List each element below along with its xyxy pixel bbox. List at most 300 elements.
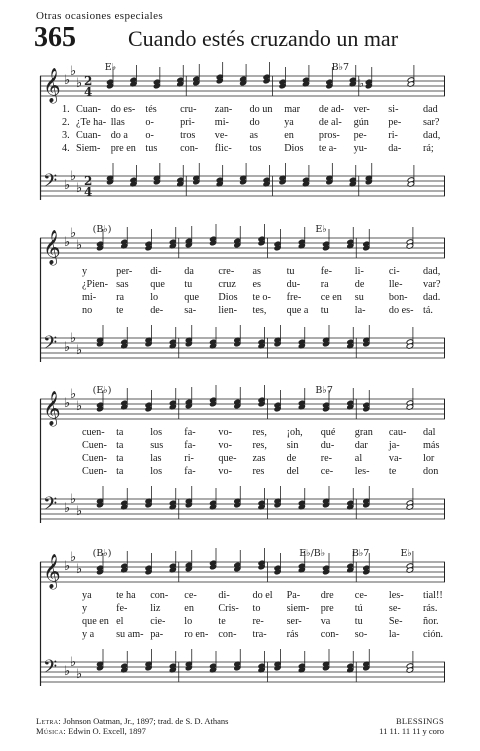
note-chord	[185, 486, 193, 508]
key-flat-icon: ♭	[64, 396, 71, 411]
verse-number: 1.	[62, 104, 70, 115]
note-chord	[239, 64, 247, 86]
chord-symbol: B♭7	[351, 548, 370, 559]
lyric-syllable: Siem-	[76, 143, 101, 154]
note-chord	[274, 325, 282, 347]
lyric-syllable: cru-	[180, 104, 197, 115]
svg-text:4: 4	[84, 185, 93, 199]
lyric-syllable: rá;	[423, 143, 434, 154]
lyric-line-verse-3	[40, 453, 445, 466]
lyric-line-verse-1	[40, 266, 445, 279]
lyric-syllable: fre-	[286, 292, 302, 303]
key-flat-icon: ♭	[76, 667, 83, 682]
note-chord	[279, 67, 287, 89]
bass-staff	[40, 649, 445, 682]
note-chord	[185, 387, 193, 409]
note-chord	[153, 67, 161, 89]
lyric-syllable: mi-	[214, 117, 229, 128]
note-chord	[145, 325, 153, 347]
lyric-syllable: cau-	[388, 427, 407, 438]
lyric-syllable: ro en-	[184, 629, 209, 640]
note-chord	[96, 486, 104, 508]
lyric-syllable: Pa-	[286, 590, 301, 601]
lyric-line-verse-1	[40, 590, 445, 603]
note-chord	[145, 553, 153, 575]
lyric-syllable: per-	[116, 266, 133, 277]
lyric-syllable: fa-	[184, 440, 196, 451]
key-flat-icon: ♭	[76, 76, 83, 91]
lyric-syllable: es	[252, 279, 261, 290]
treble-clef-icon: 𝄞	[43, 391, 61, 426]
note-chord	[209, 548, 217, 570]
lyric-syllable: tus	[145, 143, 158, 154]
lyric-syllable: tu	[184, 279, 193, 290]
key-flat-icon: ♭	[76, 181, 83, 196]
lyric-syllable: va	[320, 616, 331, 627]
lyric-syllable: más	[423, 440, 440, 451]
lyric-syllable: cruz	[218, 279, 236, 290]
lyric-syllable: rás	[286, 629, 299, 640]
lyric-syllable: do el	[252, 590, 273, 601]
lyric-syllable: Cuan-	[76, 104, 101, 115]
lyric-syllable: tos	[249, 143, 262, 154]
lyric-syllable: Dios	[218, 292, 238, 303]
lyric-syllable: ya	[284, 117, 294, 128]
note-chord	[239, 163, 247, 185]
lyric-syllable: con-	[218, 629, 237, 640]
lyric-syllable: su am-	[116, 629, 144, 640]
note-chord	[192, 163, 200, 185]
lyric-syllable: tú	[354, 603, 363, 614]
treble-staff	[40, 62, 445, 104]
lyric-syllable: te	[116, 305, 124, 316]
lyric-syllable: ¿Pien-	[82, 279, 109, 290]
lyric-syllable: sus	[150, 440, 164, 451]
lyric-syllable: o-	[145, 130, 154, 141]
lyric-syllable: so-	[354, 629, 368, 640]
note-chord	[233, 550, 241, 572]
lyric-syllable: lle-	[388, 279, 403, 290]
lyric-syllable: rás.	[423, 603, 438, 614]
lyric-syllable: de al-	[318, 117, 342, 128]
lyric-line-verse-3	[40, 616, 445, 629]
lyric-syllable: bon-	[388, 292, 408, 303]
key-flat-icon: ♭	[64, 340, 71, 355]
bass-staff	[40, 325, 445, 358]
lyric-syllable: que	[184, 292, 200, 303]
lyric-syllable: te	[388, 466, 397, 477]
chord-symbol: E♭	[104, 62, 117, 73]
lyric-syllable: y	[82, 266, 88, 277]
note-chord	[96, 649, 104, 671]
credits-text	[36, 716, 228, 736]
lyric-line-verse-2	[40, 440, 445, 453]
key-flat-icon: ♭	[64, 664, 71, 679]
lyric-syllable: ra	[116, 292, 125, 303]
lyric-syllable: tés	[145, 104, 157, 115]
lyric-syllable: pe-	[388, 117, 402, 128]
note-chord	[274, 553, 282, 575]
lyric-syllable: ja-	[388, 440, 400, 451]
lyric-syllable: ta	[116, 440, 124, 451]
lyric-line-verse-4	[40, 629, 445, 642]
lyric-syllable: dad,	[423, 266, 441, 277]
lyric-syllable: cuen-	[82, 427, 105, 438]
lyric-syllable: ñor.	[423, 616, 439, 627]
lyric-syllable: tra-	[252, 629, 267, 640]
key-flat-icon: ♭	[70, 550, 77, 565]
lyric-syllable: fa-	[184, 427, 196, 438]
hymn-number: 365	[34, 22, 76, 53]
lyric-syllable: Dios	[284, 143, 304, 154]
lyric-syllable: fe-	[320, 266, 332, 277]
lyric-syllable: res	[252, 466, 265, 477]
lyric-syllable: los	[150, 427, 163, 438]
note-chord	[362, 325, 370, 347]
lyric-syllable: pre en	[110, 143, 136, 154]
lyric-syllable: sa-	[184, 305, 197, 316]
lyric-syllable: de-	[150, 305, 164, 316]
lyric-line-verse-1	[40, 427, 445, 440]
lyric-syllable: de	[354, 279, 365, 290]
key-flat-icon: ♭	[64, 178, 71, 193]
note-chord	[322, 486, 330, 508]
note-chord	[274, 649, 282, 671]
note-chord	[233, 649, 241, 671]
key-flat-icon: ♭	[70, 169, 77, 184]
lyric-line-verse-1	[40, 104, 445, 117]
note-chord	[362, 649, 370, 671]
key-flat-icon: ♭	[70, 655, 77, 670]
music-credit: Edwin O. Excell, 1897	[68, 726, 146, 736]
svg-text:2: 2	[84, 174, 93, 188]
meter: 11 11. 11 11 y coro	[379, 726, 444, 736]
lyric-syllable: pri-	[180, 117, 195, 128]
lyric-syllable: ci-	[388, 266, 400, 277]
lyric-syllable: Cuen-	[82, 466, 107, 477]
lyric-syllable: yu-	[353, 143, 368, 154]
lyric-syllable: do a	[110, 130, 128, 141]
lyric-syllable: ver-	[353, 104, 370, 115]
music-credit-label: Música:	[36, 726, 67, 736]
bass-clef-icon: 𝄢	[43, 657, 58, 682]
svg-text:4: 4	[84, 85, 93, 99]
lyric-syllable: pre	[320, 603, 334, 614]
lyric-syllable: ¡oh,	[286, 427, 303, 438]
lyric-syllable: su	[354, 292, 364, 303]
lyric-syllable: to	[252, 603, 261, 614]
verse-number: 4.	[62, 143, 70, 154]
lyric-syllable: tros	[180, 130, 196, 141]
lyric-line-verse-4	[40, 466, 445, 479]
lyric-syllable: tes,	[252, 305, 267, 316]
lyric-syllable: mar	[284, 104, 301, 115]
verse-number: 3.	[62, 130, 70, 141]
key-flat-icon: ♭	[76, 238, 83, 253]
note-chord	[362, 390, 370, 412]
lyric-syllable: que-	[218, 453, 237, 464]
key-flat-icon: ♭	[64, 73, 71, 88]
key-flat-icon: ♭	[70, 387, 77, 402]
lyric-syllable: ta	[116, 427, 124, 438]
note-chord	[322, 649, 330, 671]
note-chord	[233, 486, 241, 508]
chord-symbol: (E♭)	[92, 385, 112, 396]
note-chord	[258, 224, 266, 246]
lyric-syllable: o-	[145, 117, 154, 128]
chord-symbol: (B♭)	[92, 224, 112, 235]
lyric-syllable: que	[150, 279, 165, 290]
lyric-syllable: do un	[249, 104, 273, 115]
lyric-line-verse-2	[40, 603, 445, 616]
lyric-syllable: sar?	[423, 117, 440, 128]
lyric-syllable: tá.	[423, 305, 433, 316]
note-chord	[192, 64, 200, 86]
note-chord	[258, 548, 266, 570]
bass-clef-icon: 𝄢	[43, 494, 58, 519]
lyric-syllable: zan-	[214, 104, 233, 115]
lyric-syllable: do	[249, 117, 260, 128]
note-chord	[258, 385, 266, 407]
key-flat-icon: ♭	[70, 226, 77, 241]
lyric-syllable: dad.	[423, 292, 441, 303]
chord-symbol: (B♭)	[92, 548, 112, 559]
note-chord	[362, 229, 370, 251]
treble-clef-icon: 𝄞	[43, 554, 61, 589]
lyric-syllable: do es-	[388, 305, 414, 316]
note-chord	[209, 385, 217, 407]
lyric-syllable: dad	[423, 104, 438, 115]
lyric-syllable: flic-	[214, 143, 232, 154]
lyric-syllable: ve-	[214, 130, 228, 141]
note-chord	[322, 325, 330, 347]
chord-symbol: E♭/B♭	[299, 548, 326, 559]
lyric-syllable: lo	[150, 292, 159, 303]
lyric-syllable: y	[82, 603, 88, 614]
lyric-line-verse-4	[40, 143, 445, 156]
lyric-line-verse-4	[40, 305, 445, 318]
lyric-syllable: res,	[252, 427, 267, 438]
lyric-syllable: zas	[252, 453, 266, 464]
bass-staff	[40, 163, 445, 199]
hymn-title: Cuando estés cruzando un mar	[128, 26, 399, 51]
bass-clef-icon: 𝄢	[43, 171, 58, 196]
lyric-syllable: los	[150, 466, 163, 477]
lyrics-credit: Johnson Oatman, Jr., 1897; trad. de S. D. Athans	[63, 716, 229, 726]
lyric-syllable: llas	[110, 117, 125, 128]
lyric-syllable: vo-	[218, 427, 232, 438]
lyric-syllable: y a	[82, 629, 95, 640]
lyric-syllable: sin	[286, 440, 299, 451]
note-chord	[263, 62, 271, 84]
lyric-syllable: te	[218, 616, 226, 627]
lyric-syllable: ri-	[388, 130, 398, 141]
lyric-syllable: que a	[286, 305, 309, 316]
lyric-syllable: da-	[388, 143, 402, 154]
lyric-syllable: siem-	[286, 603, 310, 614]
chord-symbol: E♭	[400, 548, 412, 559]
lyric-syllable: du-	[286, 279, 301, 290]
lyric-syllable: en	[284, 130, 294, 141]
lyric-syllable: ce-	[320, 466, 334, 477]
lyric-syllable: de ad-	[318, 104, 345, 115]
lyric-syllable: Se-	[388, 616, 403, 627]
lyric-syllable: sas	[116, 279, 129, 290]
chord-symbol: B♭7	[315, 385, 333, 396]
lyric-syllable: va-	[388, 453, 402, 464]
lyric-syllable: re-	[252, 616, 264, 627]
lyric-syllable: Cuen-	[82, 440, 107, 451]
note-chord	[216, 62, 224, 84]
lyric-syllable: al	[354, 453, 363, 464]
key-flat-icon: ♭	[64, 501, 71, 516]
lyric-syllable: el	[116, 616, 124, 627]
lyric-line-verse-2	[40, 117, 445, 130]
key-flat-icon: ♭	[76, 343, 83, 358]
note-chord	[145, 229, 153, 251]
lyric-syllable: pa-	[150, 629, 164, 640]
note-chord	[185, 550, 193, 572]
treble-clef-icon: 𝄞	[43, 68, 61, 103]
note-chord	[96, 325, 104, 347]
note-chord	[233, 325, 241, 347]
lyric-syllable: la-	[388, 629, 400, 640]
lyric-syllable: vo-	[218, 440, 232, 451]
lyric-syllable: les-	[354, 466, 370, 477]
note-chord	[233, 226, 241, 248]
note-chord	[106, 163, 114, 185]
lyric-syllable: lo	[184, 616, 193, 627]
key-flat-icon: ♭	[70, 331, 77, 346]
lyric-syllable: Cuen-	[82, 453, 107, 464]
lyric-syllable: du-	[320, 440, 335, 451]
lyric-syllable: ra	[320, 279, 329, 290]
lyric-syllable: var?	[423, 279, 441, 290]
lyric-syllable: pe-	[353, 130, 367, 141]
chord-symbol: B♭7	[331, 62, 350, 73]
lyric-syllable: do es-	[110, 104, 136, 115]
lyric-syllable: te a-	[318, 143, 337, 154]
lyric-syllable: gran	[354, 427, 373, 438]
lyric-syllable: ser-	[286, 616, 302, 627]
lyric-syllable: gún	[353, 117, 369, 128]
time-signature	[84, 74, 92, 99]
lyric-syllable: dar	[354, 440, 368, 451]
note-chord	[326, 163, 334, 185]
key-flat-icon: ♭	[64, 235, 71, 250]
lyric-syllable: vo-	[218, 466, 232, 477]
lyric-syllable: cie-	[150, 616, 166, 627]
key-flat-icon: ♭	[64, 559, 71, 574]
lyric-syllable: tu	[320, 305, 329, 316]
lyric-syllable: que en	[82, 616, 109, 627]
lyric-syllable: no	[82, 305, 93, 316]
section-header: Otras ocasiones especiales	[36, 10, 164, 22]
lyric-syllable: ri-	[184, 453, 194, 464]
time-signature	[84, 174, 92, 199]
lyric-syllable: con-	[320, 629, 339, 640]
lyric-syllable: da	[184, 266, 194, 277]
note-chord	[279, 163, 287, 185]
bass-staff	[40, 486, 445, 519]
note-chord	[145, 649, 153, 671]
note-chord	[145, 390, 153, 412]
chord-symbol: E♭	[315, 224, 327, 235]
lyrics-credit-label: Letra:	[36, 716, 62, 726]
lyric-syllable: mi-	[82, 292, 97, 303]
lyric-syllable: cre-	[218, 266, 235, 277]
lyric-syllable: la-	[354, 305, 366, 316]
note-chord	[233, 387, 241, 409]
note-chord	[185, 649, 193, 671]
lyric-line-verse-3	[40, 130, 445, 143]
lyric-syllable: si-	[388, 104, 399, 115]
lyric-syllable: tial!!	[423, 590, 443, 601]
lyric-syllable: pros-	[318, 130, 340, 141]
lyric-syllable: tu	[354, 616, 363, 627]
tune-info	[379, 716, 444, 736]
note-chord	[209, 224, 217, 246]
lyric-syllable: ta	[116, 453, 124, 464]
lyric-syllable: les-	[388, 590, 404, 601]
lyric-syllable: res,	[252, 440, 267, 451]
key-flat-icon: ♭	[76, 562, 83, 577]
lyric-syllable: Cuan-	[76, 130, 101, 141]
note-chord	[185, 325, 193, 347]
lyric-syllable: con-	[150, 590, 169, 601]
lyric-syllable: con-	[180, 143, 199, 154]
key-flat-icon: ♭	[76, 399, 83, 414]
note-chord	[274, 229, 282, 251]
note-chord	[274, 390, 282, 412]
lyric-syllable: ción.	[423, 629, 444, 640]
treble-clef-icon: 𝄞	[43, 230, 61, 265]
note-chord	[326, 67, 334, 89]
lyric-syllable: tu	[286, 266, 295, 277]
tune-name: BLESSINGS	[395, 716, 444, 726]
verse-number: 2.	[62, 117, 70, 128]
lyric-syllable: se-	[388, 603, 401, 614]
lyric-syllable: te o-	[252, 292, 271, 303]
lyric-syllable: ce-	[354, 590, 368, 601]
lyric-syllable: las	[150, 453, 162, 464]
lyric-syllable: as	[249, 130, 258, 141]
note-chord	[365, 163, 373, 185]
key-flat-icon: ♭	[70, 64, 77, 79]
lyric-syllable: liz	[150, 603, 161, 614]
lyric-syllable: di-	[150, 266, 162, 277]
note-chord	[153, 163, 161, 185]
lyric-line-verse-3	[40, 292, 445, 305]
lyric-syllable: Cris-	[218, 603, 239, 614]
lyric-syllable: del	[286, 466, 300, 477]
key-flat-icon: ♭	[70, 492, 77, 507]
lyric-syllable: dad,	[423, 130, 441, 141]
lyric-syllable: fa-	[184, 466, 196, 477]
note-chord	[362, 486, 370, 508]
lyric-syllable: ¿Te ha-	[76, 117, 107, 128]
lyric-syllable: de	[286, 453, 297, 464]
lyric-syllable: ce-	[184, 590, 197, 601]
lyric-line-verse-2	[40, 279, 445, 292]
lyric-syllable: don	[423, 466, 439, 477]
note-chord	[185, 226, 193, 248]
bass-clef-icon: 𝄢	[43, 333, 58, 358]
accidental-flat-icon: ♭	[358, 77, 364, 90]
note-chord	[274, 486, 282, 508]
lyric-syllable: te ha	[116, 590, 136, 601]
lyric-syllable: dal	[423, 427, 436, 438]
